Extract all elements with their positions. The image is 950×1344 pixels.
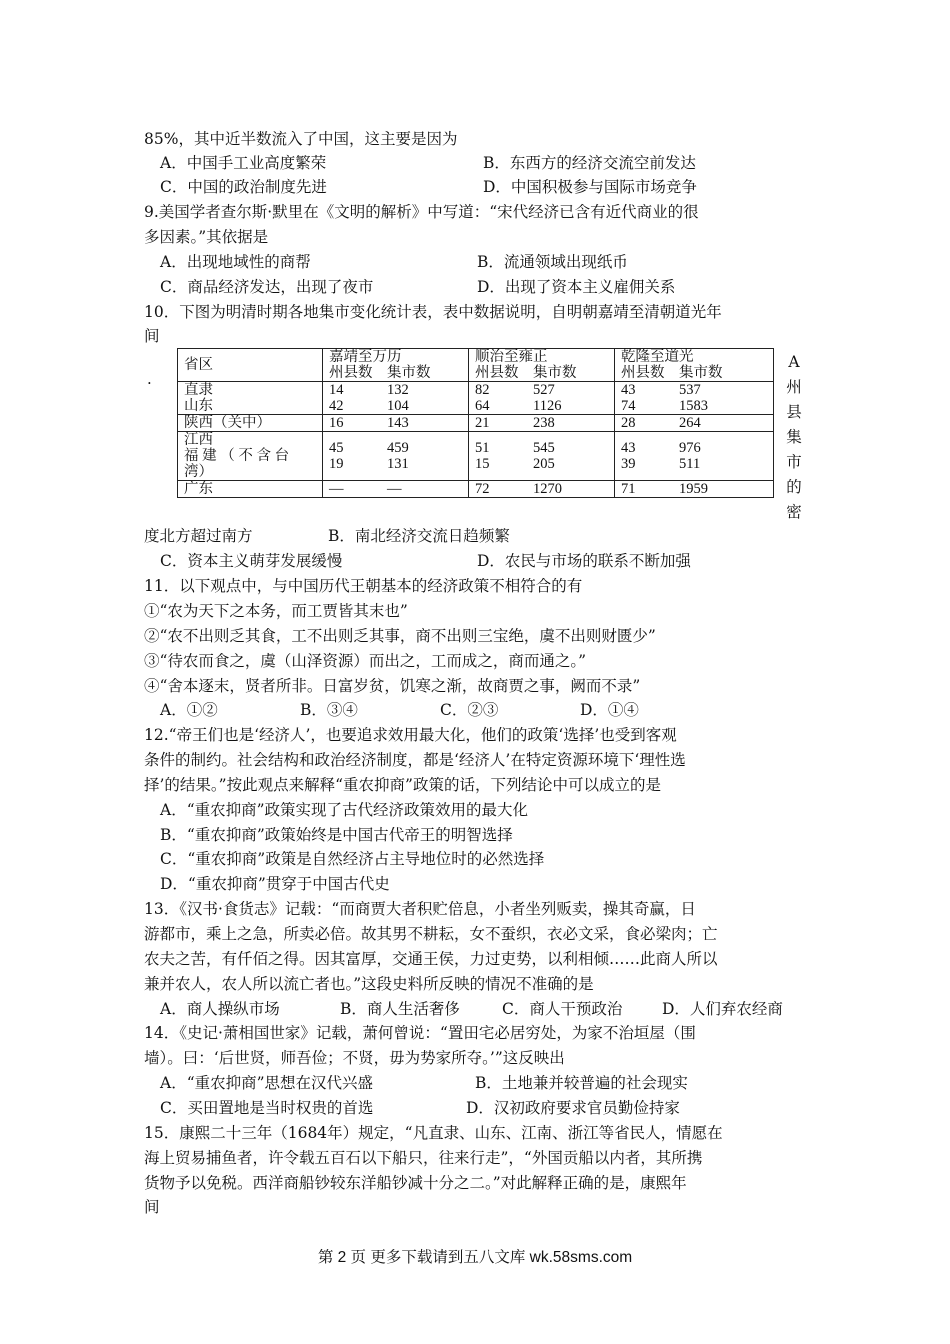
value: — — [329, 481, 344, 497]
page-footer: 第 2 页 更多下载请到五八文库 wk.58sms.com — [317, 1249, 633, 1266]
option-row — [160, 1096, 800, 1120]
option-b: B．③④ — [300, 701, 358, 719]
option-d: D．农民与市场的联系不断加强 — [477, 552, 691, 570]
value: 14 — [329, 382, 344, 398]
province-name: 山东 — [184, 398, 213, 414]
statement-1: ①“农为天下之本务，而工贾皆其末也” — [144, 602, 408, 620]
value: 459 — [387, 440, 409, 456]
value: 64 — [475, 398, 490, 414]
header-province: 省区 — [178, 349, 323, 382]
question-13-stem: 13．《汉书·食货志》记载：“而商贾大者积贮倍息，小者坐列贩卖，操其奇赢，日 — [144, 900, 696, 918]
period-label: 嘉靖至万历 — [329, 349, 402, 365]
data-cell — [615, 415, 774, 432]
value: — — [387, 481, 402, 497]
value: 1126 — [533, 398, 562, 414]
province-cell — [178, 432, 323, 481]
value: 537 — [679, 382, 701, 398]
data-cell — [615, 382, 774, 415]
question-13-stem-cont: 兼并农人，农人所以流亡者也。”这段史料所反映的情况不准确的是 — [144, 975, 594, 993]
option-a: A．“重农抑商”思想在汉代兴盛 — [160, 1074, 374, 1092]
option-row — [144, 524, 744, 548]
period-label: 乾隆至道光 — [621, 349, 694, 365]
value: 527 — [533, 382, 555, 398]
table-row — [178, 382, 774, 415]
subheader-counties: 州县数 — [329, 365, 373, 381]
value: 264 — [679, 415, 701, 431]
option-row — [160, 997, 783, 1021]
question-10-stem-cont: 间 — [144, 327, 160, 345]
option-c: C．中国的政治制度先进 — [160, 178, 327, 196]
value: 132 — [387, 382, 409, 398]
value: 39 — [621, 456, 636, 472]
subheader-counties: 州县数 — [621, 365, 665, 381]
value: 104 — [387, 398, 409, 414]
data-cell — [615, 432, 774, 481]
table-row — [178, 432, 774, 481]
value: 19 — [329, 456, 344, 472]
data-cell — [323, 432, 469, 481]
value: 205 — [533, 456, 555, 472]
question-stem: 85%，其中近半数流入了中国，这主要是因为 — [144, 130, 458, 148]
data-cell — [469, 382, 615, 415]
subheader-markets: 集市数 — [679, 365, 723, 381]
option-a: A．中国手工业高度繁荣 — [160, 154, 327, 172]
value: 43 — [621, 382, 636, 398]
question-13-stem-cont: 游都市，乘上之急，所卖必倍。故其男不耕耘，女不蚕织，衣必文采，食必梁肉；亡 — [144, 925, 718, 943]
province-cell — [178, 382, 323, 415]
data-cell — [323, 382, 469, 415]
option-c: C．商人干预政治 — [502, 1000, 623, 1018]
option-a: A．商人操纵市场 — [160, 1000, 280, 1018]
value: 1270 — [533, 481, 562, 497]
header-period-2 — [469, 349, 615, 382]
question-12-stem-cont: 条件的制约。社会结构和政治经济制度，都是‘经济人’在特定资源环境下‘理性选 — [144, 751, 686, 769]
header-period-1 — [323, 349, 469, 382]
subheader-counties: 州县数 — [475, 365, 519, 381]
value: 51 — [475, 440, 490, 456]
question-15-stem-cont: 间 — [144, 1198, 160, 1216]
question-15-stem: 15．康熙二十三年（1684年）规定，“凡直隶、山东、江南、浙江等省民人，情愿在 — [144, 1124, 723, 1142]
option-a-vertical-text: A州县集市的密 — [786, 353, 802, 521]
value: 74 — [621, 398, 636, 414]
statement-2: ②“农不出则乏其食，工不出则乏其事，商不出则三宝绝，虞不出则财匮少” — [144, 627, 656, 645]
option-b: B．商人生活奢侈 — [340, 1000, 460, 1018]
province-name: 湾） — [184, 464, 213, 480]
value: 28 — [621, 415, 636, 431]
table-header-row — [178, 349, 774, 382]
question-15-stem-cont: 海上贸易捕鱼者，许令载五百石以下船只，往来行走”，“外国贡船以内者，其所携 — [144, 1149, 703, 1167]
option-c: C．买田置地是当时权贵的首选 — [160, 1099, 374, 1117]
option-d: D．人们弃农经商 — [662, 1000, 783, 1018]
option-a: A．出现地域性的商帮 — [160, 253, 311, 271]
period-label: 顺治至雍正 — [475, 349, 548, 365]
question-9-stem: 9.美国学者查尔斯·默里在《文明的解析》中写道：“宋代经济已含有近代商业的很 — [144, 203, 699, 221]
data-cell — [323, 415, 469, 432]
value: 45 — [329, 440, 344, 456]
option-c: C．②③ — [440, 701, 499, 719]
data-cell — [469, 415, 615, 432]
question-9-stem-cont: 多因素。”其依据是 — [144, 228, 269, 246]
option-row — [160, 275, 800, 299]
option-c: C．“重农抑商”政策是自然经济占主导地位时的必然选择 — [160, 850, 545, 868]
table-row — [178, 481, 774, 498]
market-statistics-table — [177, 348, 774, 498]
province-cell: 广东 — [178, 481, 323, 498]
option-c: C．资本主义萌芽发展缓慢 — [160, 552, 343, 570]
option-row — [160, 250, 800, 274]
value: 511 — [679, 456, 701, 472]
question-14-stem: 14．《史记·萧相国世家》记载，萧何曾说：“置田宅必居穷处，为家不治垣屋（围 — [144, 1024, 696, 1042]
value: 1959 — [679, 481, 708, 497]
province-cell: 陕西（关中） — [178, 415, 323, 432]
option-a: A．“重农抑商”政策实现了古代经济政策效用的最大化 — [160, 801, 529, 819]
question-13-stem-cont: 农夫之苦，有仟佰之得。因其富厚，交通王侯，力过吏势，以利相倾……此商人所以 — [144, 950, 718, 968]
question-15-stem-cont: 货物予以免税。西洋商船钞较东洋船钞减十分之二。”对此解释正确的是，康熙年 — [144, 1174, 687, 1192]
value: 545 — [533, 440, 555, 456]
option-b: B．土地兼并较普遍的社会现实 — [475, 1074, 688, 1092]
question-12-stem-cont: 择’的结果。”按此观点来解释“重农抑商”政策的话，下列结论中可以成立的是 — [144, 776, 661, 794]
option-a: A．①② — [160, 701, 218, 719]
value: 143 — [387, 415, 409, 431]
value: 16 — [329, 415, 344, 431]
statement-3: ③“待农而食之，虞（山泽资源）而出之，工而成之，商而通之。” — [144, 652, 587, 670]
province-name: 直隶 — [184, 382, 213, 398]
value: 82 — [475, 382, 490, 398]
question-10-stem: 10．下图为明清时期各地集市变化统计表，表中数据说明，自明朝嘉靖至清朝道光年 — [144, 303, 722, 321]
option-d: D．中国积极参与国际市场竞争 — [483, 178, 697, 196]
value: 42 — [329, 398, 344, 414]
bullet-dot: · — [147, 374, 152, 392]
option-a-cont: 度北方超过南方 — [144, 527, 253, 545]
value: 72 — [475, 481, 490, 497]
option-d: D．汉初政府要求官员勤俭持家 — [466, 1099, 680, 1117]
data-cell — [469, 432, 615, 481]
header-period-3 — [615, 349, 774, 382]
statement-4: ④“舍本逐末，贤者所非。日富岁贫，饥寒之渐，故商贾之事，阙而不录” — [144, 677, 641, 695]
option-b: B．东西方的经济交流空前发达 — [483, 154, 696, 172]
option-d: D．①④ — [580, 701, 639, 719]
option-row — [160, 549, 800, 573]
value: 1583 — [679, 398, 708, 414]
option-d: D．“重农抑商”贯穿于中国古代史 — [160, 875, 390, 893]
value: 238 — [533, 415, 555, 431]
data-cell — [615, 481, 774, 498]
value: 21 — [475, 415, 490, 431]
option-row — [160, 151, 800, 175]
option-d: D．出现了资本主义雇佣关系 — [477, 278, 676, 296]
question-14-stem-cont: 墙）。曰：‘后世贤，师吾俭；不贤，毋为势家所夺。’”这反映出 — [144, 1049, 565, 1067]
option-b: B．流通领域出现纸币 — [477, 253, 628, 271]
data-cell — [323, 481, 469, 498]
value: 43 — [621, 440, 636, 456]
subheader-markets: 集市数 — [533, 365, 577, 381]
option-row — [160, 698, 639, 722]
option-row — [160, 175, 800, 199]
data-cell — [469, 481, 615, 498]
option-b: B．“重农抑商”政策始终是中国古代帝王的明智选择 — [160, 826, 513, 844]
value: 71 — [621, 481, 636, 497]
value: 131 — [387, 456, 409, 472]
value: 976 — [679, 440, 701, 456]
question-11-stem: 11．以下观点中，与中国历代王朝基本的经济政策不相符合的有 — [144, 577, 583, 595]
province-name: 江西 — [184, 432, 213, 448]
value: 15 — [475, 456, 490, 472]
option-row — [160, 1071, 800, 1095]
option-b: B．南北经济交流日趋频繁 — [328, 527, 510, 545]
table-row — [178, 415, 774, 432]
option-c: C．商品经济发达，出现了夜市 — [160, 278, 374, 296]
question-12-stem: 12.“帝王们也是‘经济人’，也要追求效用最大化，他们的政策‘选择’也受到客观 — [144, 726, 677, 744]
province-name: 福 建 （ 不 含 台 — [184, 448, 290, 464]
subheader-markets: 集市数 — [387, 365, 431, 381]
